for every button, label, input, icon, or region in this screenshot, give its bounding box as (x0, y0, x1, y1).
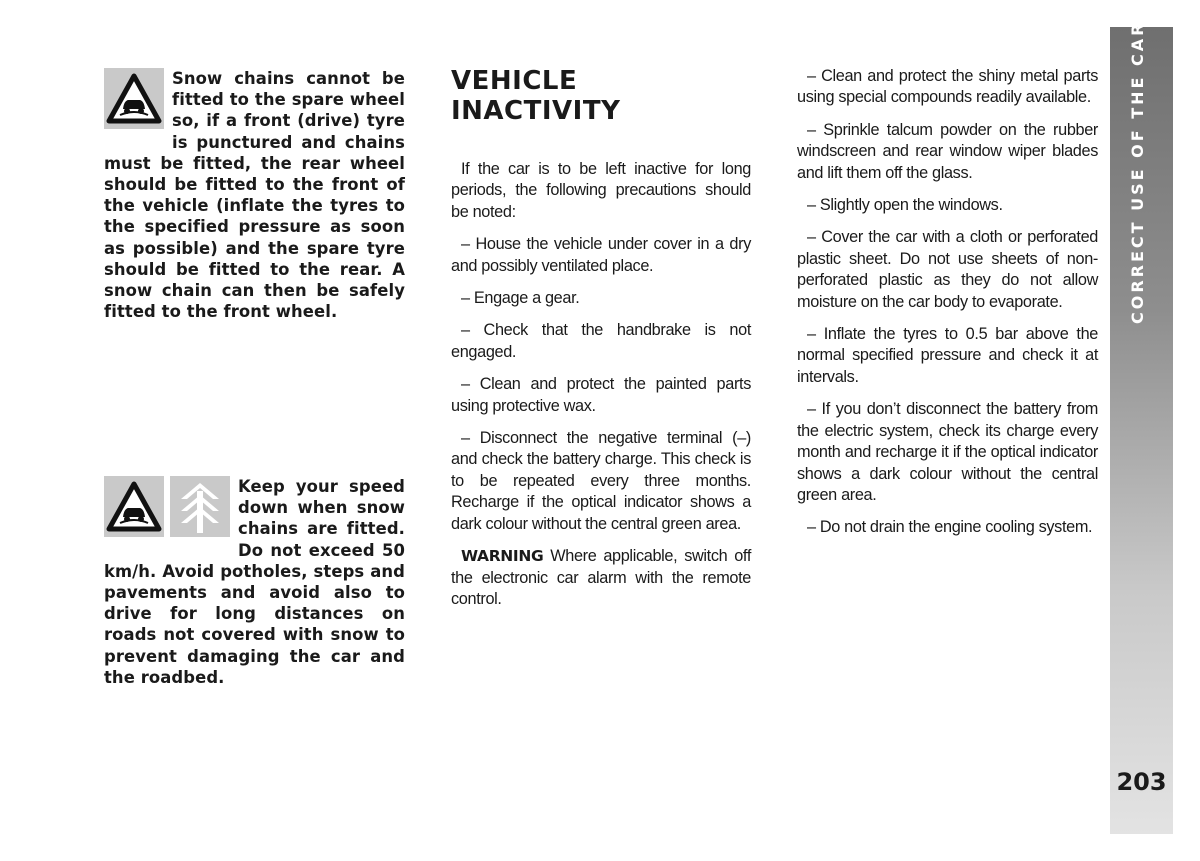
skid-warning-icon (104, 68, 164, 129)
precaution-item: – Clean and protect the shiny metal parts using special compounds readily available. (797, 67, 1098, 107)
vehicle-inactivity-column-1 (451, 66, 751, 621)
warning-paragraph (451, 546, 751, 610)
warning-spare-wheel (104, 68, 405, 322)
precautions-list-2 (797, 66, 1098, 539)
warning-icons (104, 68, 164, 129)
page-number: 203 (1116, 768, 1167, 796)
warning-speed-text: Keep your speed down when snow chains are fitted. Do not exceed 50 km/h. Avoid potholes, steps and pavements and avoid also to drive for long distances on roads not covered with snow to prevent damaging the car and the roadbed. (104, 477, 405, 687)
precaution-item: – Disconnect the negative terminal (–) and check the battery charge. This check is to be repeated every three months. Recharge if the optical indicator shows a dark colour without the central green area. (451, 429, 751, 533)
vehicle-inactivity-column-2 (797, 66, 1098, 550)
precaution-item: – Do not drain the engine cooling system. (807, 518, 1093, 537)
precaution-item: – Check that the handbrake is not engaged. (451, 321, 751, 361)
precaution-item: – Engage a gear. (461, 289, 580, 308)
warning-speed (104, 476, 405, 688)
precaution-item: – House the vehicle under cover in a dry and possibly ventilated place. (451, 235, 751, 275)
precautions-list-1 (451, 234, 751, 535)
section-title: VEHICLE INACTIVITY (451, 66, 621, 126)
intro-paragraph: If the car is to be left inactive for long periods, the following precautions should be noted: (451, 160, 751, 221)
warning-alarm-text: Where applicable, switch off the electronic car alarm with the remote control. (451, 547, 751, 608)
chapter-label: CORRECT USE OF THE CAR (1128, 20, 1147, 324)
snow-speed-icon (170, 476, 230, 537)
warning-spare-wheel-text: Snow chains cannot be fitted to the spare wheel so, if a front (drive) tyre is punctured and chains must be fitted, the rear wheel should be fitted to the front of the vehicle (inflate the tyres to the specified pressure as soon as possible) and the spare tyre should be fitted to the rear. A snow chain can then be safely fitted to the front wheel. (104, 69, 405, 322)
skid-warning-icon (104, 476, 164, 537)
precaution-item: – Slightly open the windows. (807, 196, 1003, 215)
warnings-column (104, 66, 405, 687)
precaution-item: – Clean and protect the painted parts using protective wax. (451, 375, 751, 415)
precaution-item: – If you don’t disconnect the battery from the electric system, check its charge every month and recharge it if the optical indicator shows a dark colour without the central green area. (797, 400, 1098, 504)
warning-icons (104, 476, 230, 537)
precaution-item: – Sprinkle talcum powder on the rubber windscreen and rear window wiper blades and lift them off the glass. (797, 120, 1098, 182)
precaution-item: – Cover the car with a cloth or perforated plastic sheet. Do not use sheets of non-perforated plastic as they do not allow moisture on the car body to evaporate. (797, 228, 1098, 311)
precaution-item: – Inflate the tyres to 0.5 bar above the normal specified pressure and check it at intervals. (797, 325, 1098, 386)
warning-label: WARNING (461, 547, 544, 566)
